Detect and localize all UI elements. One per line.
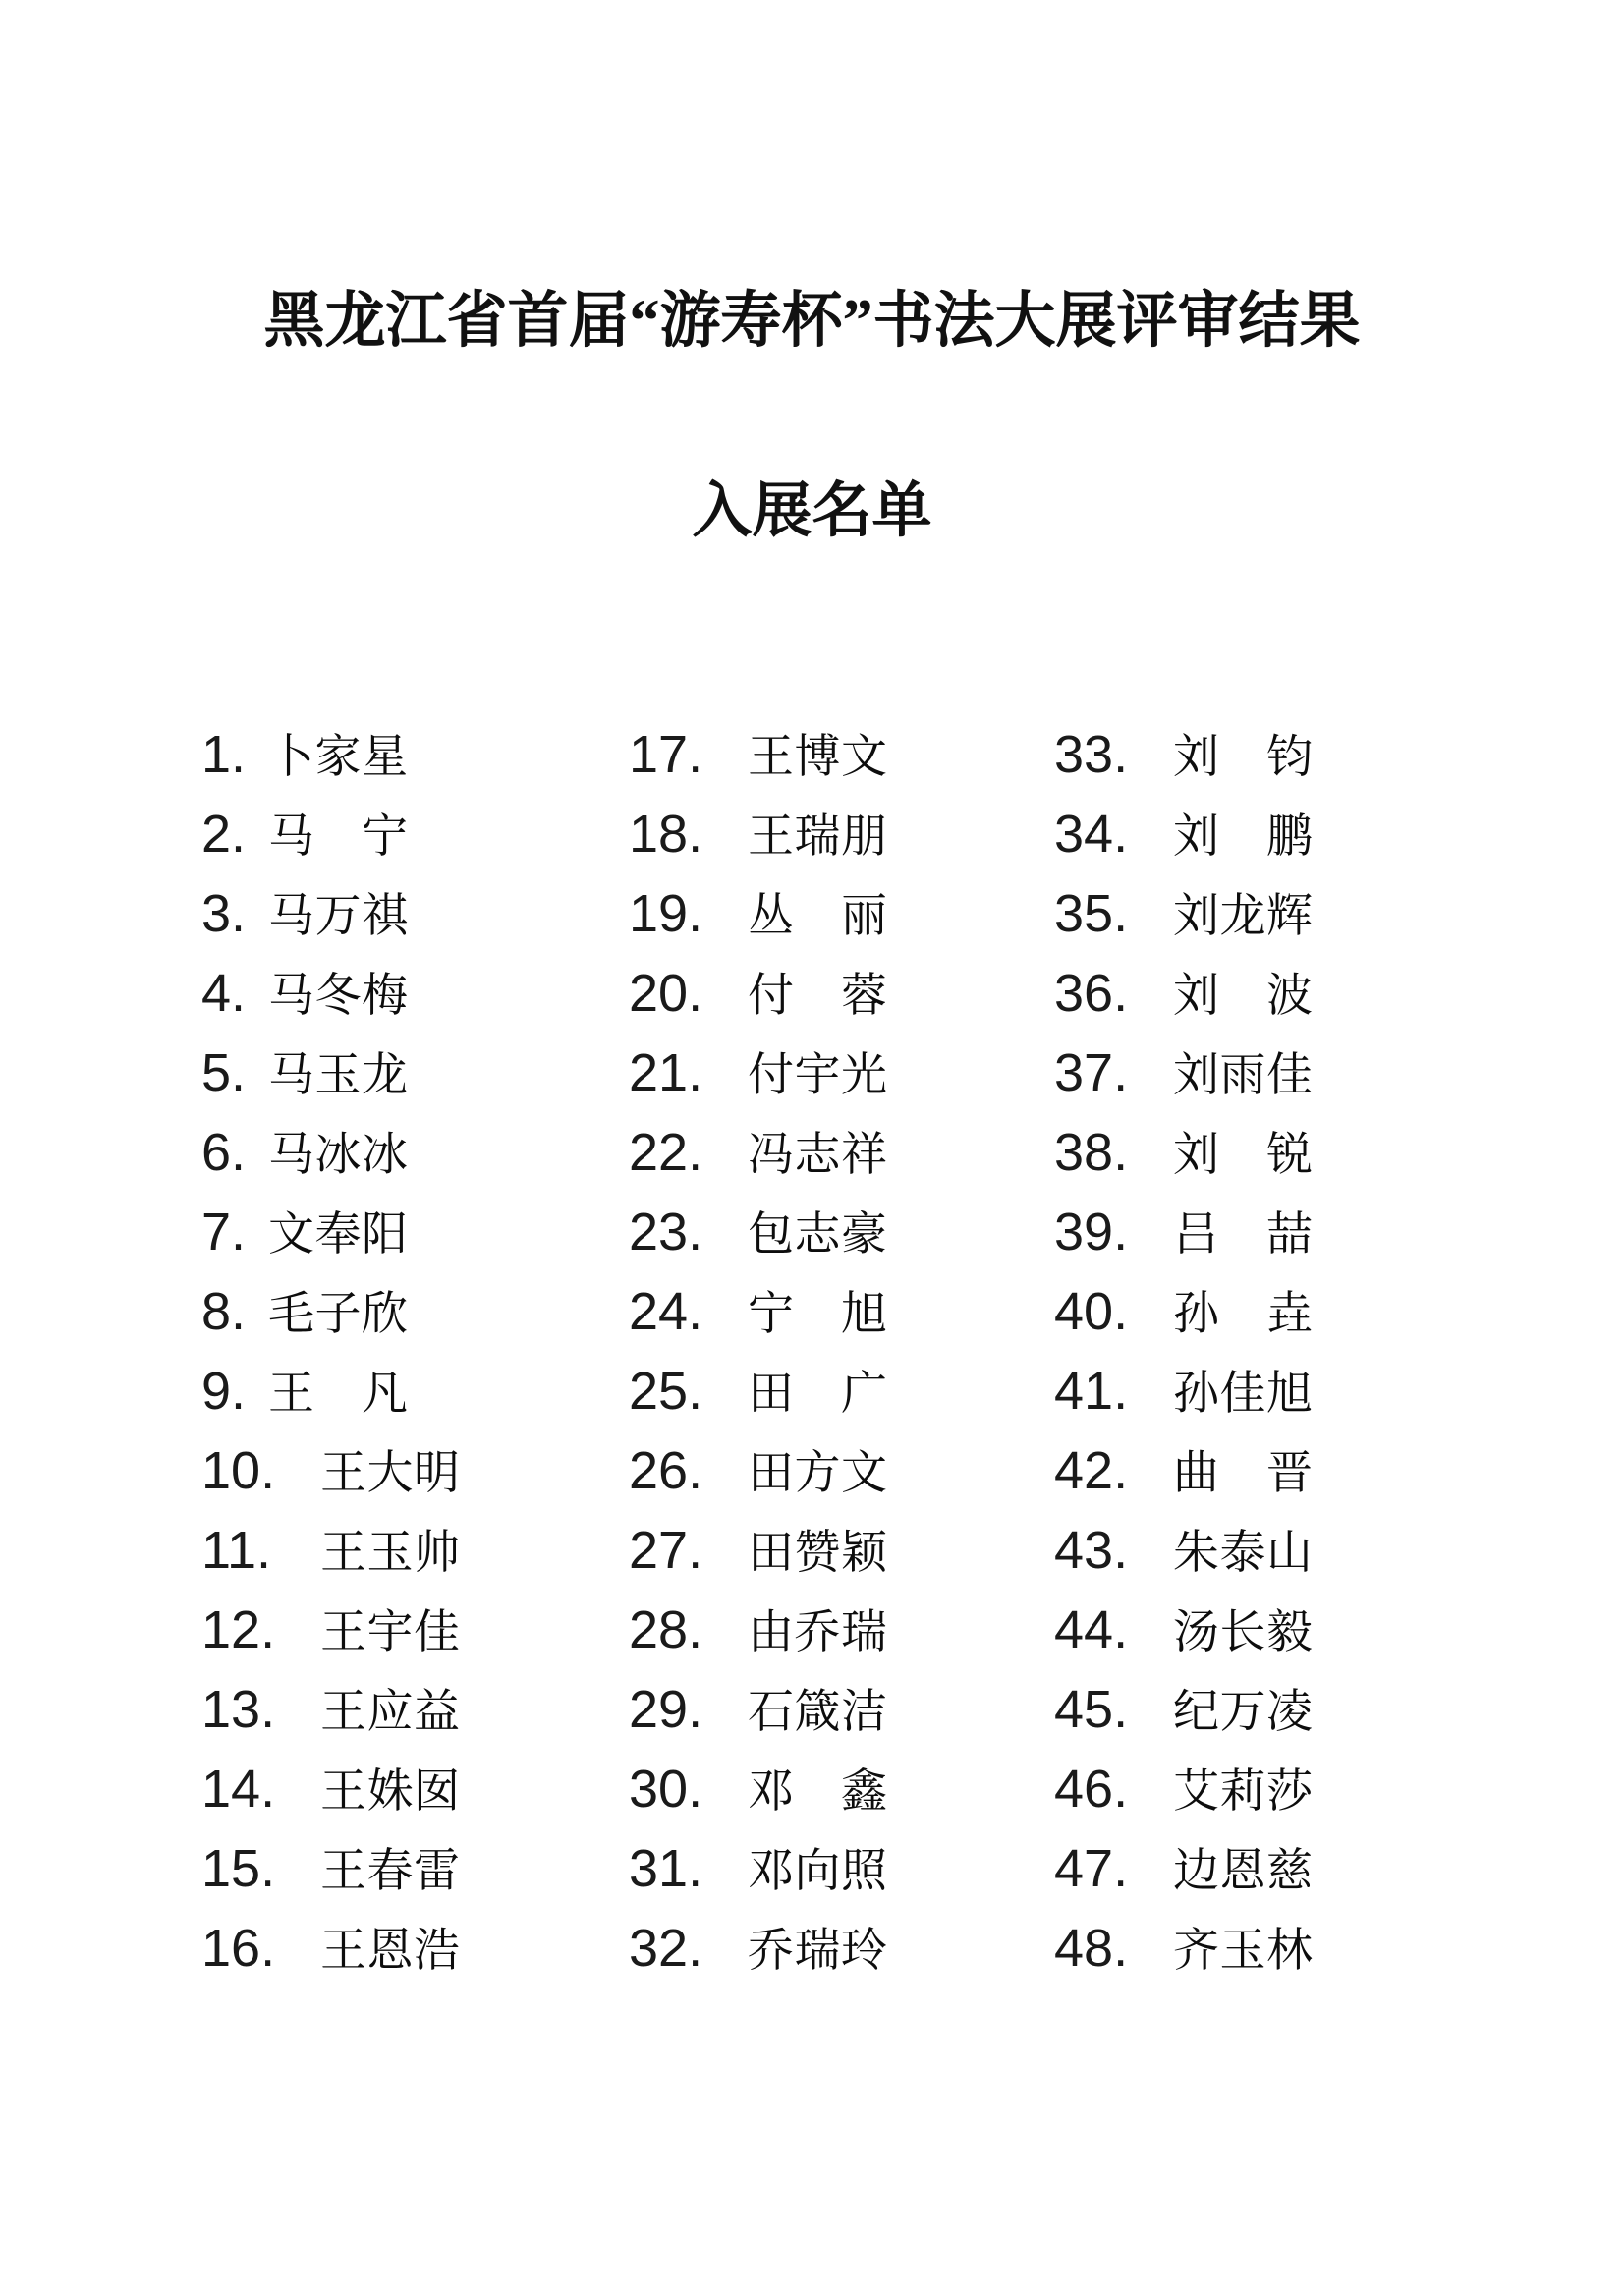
item-name: 宁旭 bbox=[748, 1289, 887, 1340]
list-item bbox=[201, 1352, 460, 1431]
item-number: 25. bbox=[629, 1362, 703, 1421]
item-number: 32. bbox=[629, 1919, 703, 1978]
item-number: 24. bbox=[629, 1282, 703, 1341]
item-number: 9. bbox=[201, 1362, 247, 1421]
list-item bbox=[1054, 1034, 1313, 1113]
item-number: 16. bbox=[201, 1919, 276, 1978]
list-item bbox=[201, 1272, 460, 1352]
item-name: 马冰冰 bbox=[268, 1130, 408, 1181]
list-item bbox=[201, 1113, 460, 1193]
item-name: 王凡 bbox=[268, 1369, 408, 1420]
item-name: 孙垚 bbox=[1173, 1289, 1313, 1340]
item-name: 田广 bbox=[748, 1369, 887, 1420]
item-number: 38. bbox=[1054, 1123, 1129, 1182]
item-number: 45. bbox=[1054, 1680, 1129, 1739]
item-name: 马宁 bbox=[268, 812, 408, 863]
item-number: 8. bbox=[201, 1282, 247, 1341]
item-number: 27. bbox=[629, 1521, 703, 1580]
item-name: 由乔瑞 bbox=[748, 1607, 887, 1658]
list-item bbox=[201, 715, 460, 795]
item-number: 2. bbox=[201, 805, 247, 864]
item-name: 王博文 bbox=[748, 732, 887, 783]
item-name: 刘鹏 bbox=[1173, 812, 1313, 863]
list-column-3 bbox=[1054, 715, 1313, 1988]
item-name: 王玉帅 bbox=[320, 1528, 460, 1579]
list-item bbox=[201, 1034, 460, 1113]
item-name: 刘波 bbox=[1173, 971, 1313, 1022]
item-number: 5. bbox=[201, 1043, 247, 1102]
page-subtitle: 入展名单 bbox=[692, 478, 932, 544]
item-number: 44. bbox=[1054, 1600, 1129, 1659]
item-name: 毛子欣 bbox=[268, 1289, 408, 1340]
list-item bbox=[1054, 1591, 1313, 1670]
list-item bbox=[1054, 1909, 1313, 1988]
item-name: 田方文 bbox=[748, 1448, 887, 1499]
item-name: 付蓉 bbox=[748, 971, 887, 1022]
item-number: 18. bbox=[629, 805, 703, 864]
list-item bbox=[629, 1750, 887, 1829]
item-number: 43. bbox=[1054, 1521, 1129, 1580]
item-name: 刘锐 bbox=[1173, 1130, 1313, 1181]
item-number: 11. bbox=[201, 1521, 272, 1580]
list-item bbox=[1054, 795, 1313, 874]
item-name: 丛丽 bbox=[748, 891, 887, 942]
page-title: 黑龙江省首届“游寿杯”书法大展评审结果 bbox=[263, 288, 1361, 355]
item-name: 邓鑫 bbox=[748, 1766, 887, 1818]
item-number: 31. bbox=[629, 1839, 703, 1898]
item-number: 34. bbox=[1054, 805, 1129, 864]
item-name: 王应益 bbox=[320, 1687, 460, 1738]
item-number: 33. bbox=[1054, 725, 1129, 784]
item-name: 王宇佳 bbox=[320, 1607, 460, 1658]
list-item bbox=[629, 715, 887, 795]
item-name: 边恩慈 bbox=[1173, 1846, 1313, 1897]
item-number: 47. bbox=[1054, 1839, 1129, 1898]
item-number: 40. bbox=[1054, 1282, 1129, 1341]
list-item bbox=[629, 1113, 887, 1193]
item-name: 王春雷 bbox=[320, 1846, 460, 1897]
item-number: 26. bbox=[629, 1441, 703, 1500]
item-number: 35. bbox=[1054, 884, 1129, 943]
list-item bbox=[629, 795, 887, 874]
item-number: 42. bbox=[1054, 1441, 1129, 1500]
list-item bbox=[629, 1193, 887, 1272]
item-name: 文奉阳 bbox=[268, 1209, 408, 1260]
item-name: 包志豪 bbox=[748, 1209, 887, 1260]
item-name: 王姝囡 bbox=[320, 1766, 460, 1818]
list-item bbox=[201, 1193, 460, 1272]
item-number: 4. bbox=[201, 964, 247, 1023]
list-item bbox=[1054, 715, 1313, 795]
item-number: 28. bbox=[629, 1600, 703, 1659]
item-name: 王大明 bbox=[320, 1448, 460, 1499]
item-number: 23. bbox=[629, 1203, 703, 1261]
item-number: 10. bbox=[201, 1441, 276, 1500]
item-name: 刘雨佳 bbox=[1173, 1050, 1313, 1101]
item-number: 37. bbox=[1054, 1043, 1129, 1102]
item-name: 卜家星 bbox=[268, 732, 408, 783]
item-number: 48. bbox=[1054, 1919, 1129, 1978]
list-item bbox=[1054, 1193, 1313, 1272]
list-item bbox=[201, 1909, 460, 1988]
list-item bbox=[201, 1431, 460, 1511]
item-number: 17. bbox=[629, 725, 703, 784]
list-item bbox=[629, 1352, 887, 1431]
list-item bbox=[1054, 1113, 1313, 1193]
list-item bbox=[629, 1272, 887, 1352]
item-number: 46. bbox=[1054, 1760, 1129, 1819]
list-item bbox=[1054, 1272, 1313, 1352]
item-name: 冯志祥 bbox=[748, 1130, 887, 1181]
list-item bbox=[1054, 954, 1313, 1034]
list-item bbox=[201, 1750, 460, 1829]
list-item bbox=[629, 1591, 887, 1670]
list-column-1 bbox=[201, 715, 460, 1988]
list-item bbox=[201, 1591, 460, 1670]
list-item bbox=[1054, 1829, 1313, 1909]
item-number: 14. bbox=[201, 1760, 276, 1819]
list-item bbox=[201, 954, 460, 1034]
item-name: 纪万凌 bbox=[1173, 1687, 1313, 1738]
list-column-2 bbox=[629, 715, 887, 1988]
list-item bbox=[1054, 874, 1313, 954]
item-number: 41. bbox=[1054, 1362, 1129, 1421]
list-item bbox=[1054, 1750, 1313, 1829]
list-item bbox=[629, 954, 887, 1034]
item-number: 36. bbox=[1054, 964, 1129, 1023]
item-name: 齐玉林 bbox=[1173, 1926, 1313, 1977]
item-name: 田赞颖 bbox=[748, 1528, 887, 1579]
item-number: 15. bbox=[201, 1839, 276, 1898]
item-name: 付宇光 bbox=[748, 1050, 887, 1101]
list-item bbox=[629, 874, 887, 954]
list-item bbox=[201, 795, 460, 874]
list-item bbox=[1054, 1352, 1313, 1431]
item-number: 12. bbox=[201, 1600, 276, 1659]
item-number: 3. bbox=[201, 884, 247, 943]
list-item bbox=[1054, 1511, 1313, 1591]
list-item bbox=[201, 1829, 460, 1909]
item-name: 马玉龙 bbox=[268, 1050, 408, 1101]
list-item bbox=[629, 1670, 887, 1750]
item-name: 王恩浩 bbox=[320, 1926, 460, 1977]
list-item bbox=[629, 1034, 887, 1113]
list-item bbox=[201, 1511, 460, 1591]
item-name: 乔瑞玲 bbox=[748, 1926, 887, 1977]
item-number: 29. bbox=[629, 1680, 703, 1739]
item-name: 朱泰山 bbox=[1173, 1528, 1313, 1579]
item-number: 13. bbox=[201, 1680, 276, 1739]
list-item bbox=[1054, 1431, 1313, 1511]
item-number: 19. bbox=[629, 884, 703, 943]
item-number: 39. bbox=[1054, 1203, 1129, 1261]
item-name: 汤长毅 bbox=[1173, 1607, 1313, 1658]
item-name: 吕喆 bbox=[1173, 1209, 1313, 1260]
item-name: 石箴洁 bbox=[748, 1687, 887, 1738]
item-name: 马冬梅 bbox=[268, 971, 408, 1022]
item-name: 刘钧 bbox=[1173, 732, 1313, 783]
item-name: 孙佳旭 bbox=[1173, 1369, 1313, 1420]
item-name: 曲晋 bbox=[1173, 1448, 1313, 1499]
item-number: 20. bbox=[629, 964, 703, 1023]
item-number: 6. bbox=[201, 1123, 247, 1182]
list-item bbox=[629, 1511, 887, 1591]
item-name: 马万祺 bbox=[268, 891, 408, 942]
list-item bbox=[201, 874, 460, 954]
list-item bbox=[629, 1829, 887, 1909]
list-item bbox=[629, 1909, 887, 1988]
item-number: 1. bbox=[201, 725, 247, 784]
item-number: 30. bbox=[629, 1760, 703, 1819]
item-number: 22. bbox=[629, 1123, 703, 1182]
list-item bbox=[201, 1670, 460, 1750]
item-number: 21. bbox=[629, 1043, 703, 1102]
item-name: 王瑞朋 bbox=[748, 812, 887, 863]
item-name: 刘龙辉 bbox=[1173, 891, 1313, 942]
item-number: 7. bbox=[201, 1203, 247, 1261]
item-name: 邓向照 bbox=[748, 1846, 887, 1897]
list-item bbox=[1054, 1670, 1313, 1750]
list-item bbox=[629, 1431, 887, 1511]
item-name: 艾莉莎 bbox=[1173, 1766, 1313, 1818]
